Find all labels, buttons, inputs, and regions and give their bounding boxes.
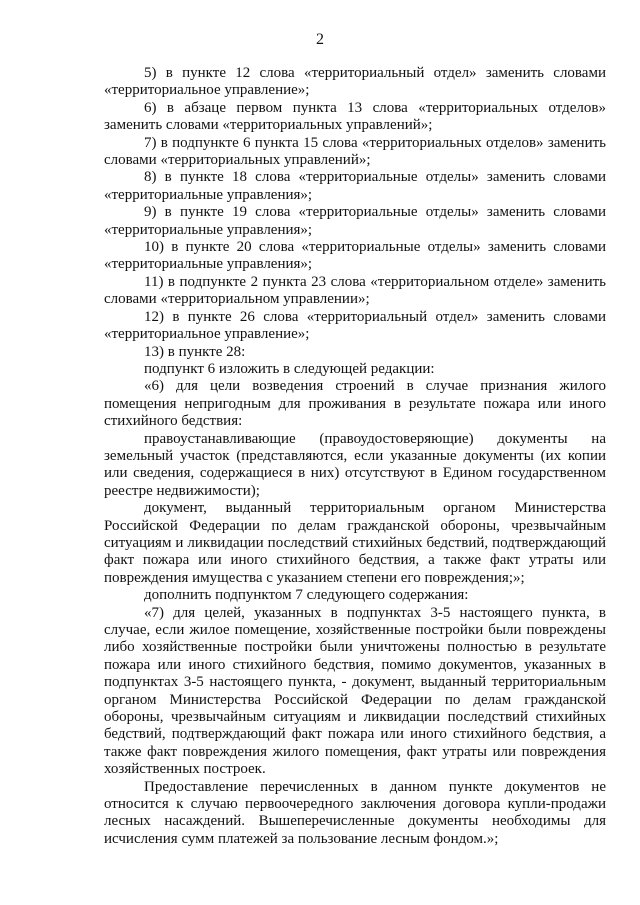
subpoint-7-intro: дополнить подпунктом 7 следующего содержания: [144, 587, 469, 604]
document-body [104, 65, 606, 848]
subpoint-6-intro: подпункт 6 изложить в следующей редакции: [144, 360, 435, 377]
subpoint-6-emergency-document: документ, выданный территориальным органом Министерства Российской Федерации по делам гражданской обороны, чрезвычайным ситуациям и ликвидации последствий стихийных бедствий, подтверждающий факт пожара или иного стихийного бедствия, а также факт утраты или повреждения имущества с указанием степени его повреждения;»; [104, 500, 606, 586]
amendment-item-5: 5) в пункте 12 слова «территориальный отдел» заменить словами «территориальное управление»; [104, 65, 606, 99]
amendment-item-8: 8) в пункте 18 слова «территориальные отделы» заменить словами «территориальные управления»; [104, 169, 606, 203]
subpoint-7-text: «7) для целей, указанных в подпунктах 3-5 настоящего пункта, в случае, если жилое помещение, хозяйственные постройки были повреждены либо хозяйственные постройки были уничтожены полностью в результате пожара или иного стихийного бедствия, помимо документов, указанных в подпунктах 3-5 настоящего пункта, - документ, выданный территориальным органом Министерства Российской Федерации по делам гражданской обороны, чрезвычайным ситуациям и ликвидации последствий стихийных бедствий, подтверждающий факт пожара или иного стихийного бедствия, а также факт повреждения жилого помещения, факт утраты или повреждения хозяйственных построек. [104, 604, 606, 778]
amendment-item-9: 9) в пункте 19 слова «территориальные отделы» заменить словами «территориальные управления»; [104, 204, 606, 238]
amendment-item-6: 6) в абзаце первом пункта 13 слова «территориальных отделов» заменить словами «территориальных управлений»; [104, 99, 606, 134]
subpoint-6-text: «6) для цели возведения строений в случае признания жилого помещения непригодным для проживания в результате пожара или иного стихийного бедствия: [104, 378, 606, 430]
page-number: 2 [316, 31, 324, 48]
amendment-item-7: 7) в подпункте 6 пункта 15 слова «территориальных отделов» заменить словами «территориальных управлений»; [104, 134, 606, 169]
closing-paragraph: Предоставление перечисленных в данном пункте документов не относится к случаю первоочередного заключения договора купли-продажи лесных насаждений. Вышеперечисленные документы необходимы для исчисления сумм платежей за пользование лесным фондом.»; [104, 778, 606, 847]
amendment-item-10: 10) в пункте 20 слова «территориальные отделы» заменить словами «территориальные управления»; [104, 239, 606, 273]
amendment-item-11: 11) в подпункте 2 пункта 23 слова «территориальном отделе» заменить словами «территориальном управлении»; [104, 273, 606, 308]
amendment-item-12: 12) в пункте 26 слова «территориальный отдел» заменить словами «территориальное управление»; [104, 308, 606, 343]
amendment-item-13: 13) в пункте 28: [144, 343, 246, 360]
subpoint-6-land-documents: правоустанавливающие (правоудостоверяющие) документы на земельный участок (представляются, если указанные документы (их копии или сведения, содержащиеся в них) отсутствуют в Едином государственном реестре недвижимости); [104, 430, 606, 499]
